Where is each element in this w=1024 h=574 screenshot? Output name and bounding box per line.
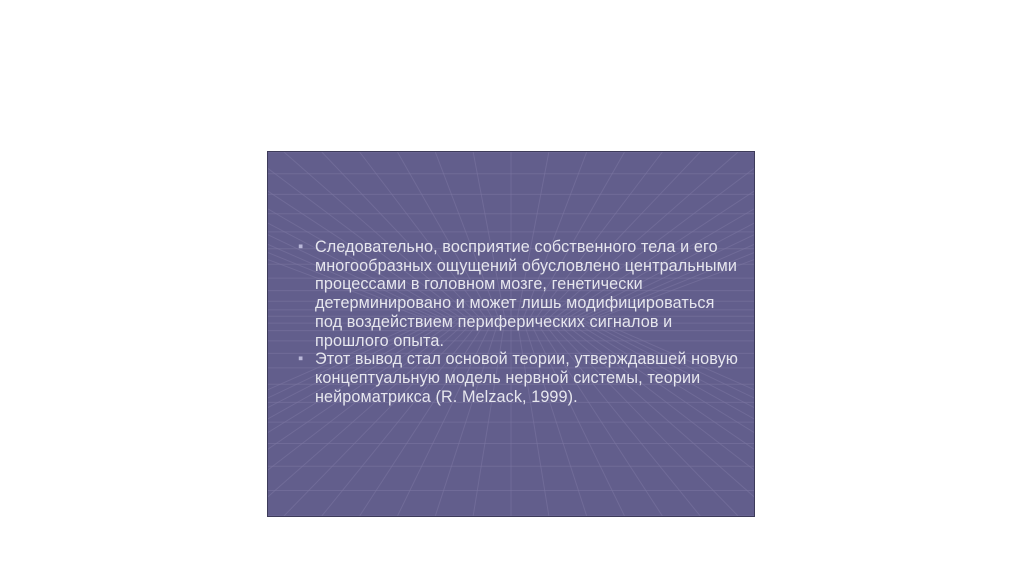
bullet-text: Следовательно, восприятие собственного тела и его многообразных ощущений обусловлено центральными процессами в головном мозге, генетически детерминировано и может лишь модифицироваться под воздействием периферических сигналов и прошлого опыта. [315,238,738,350]
bullet-item [298,238,738,350]
bullet-text: Этот вывод стал основой теории, утверждавшей новую концептуальную модель нервной системы, теории нейроматрикса (R. Melzack, 1999). [315,350,739,406]
bullet-square-icon: ▪ [298,238,304,255]
slide [267,151,755,517]
bullet-item [298,350,738,406]
bullet-square-icon: ▪ [298,350,304,368]
bullet-list [298,238,738,406]
